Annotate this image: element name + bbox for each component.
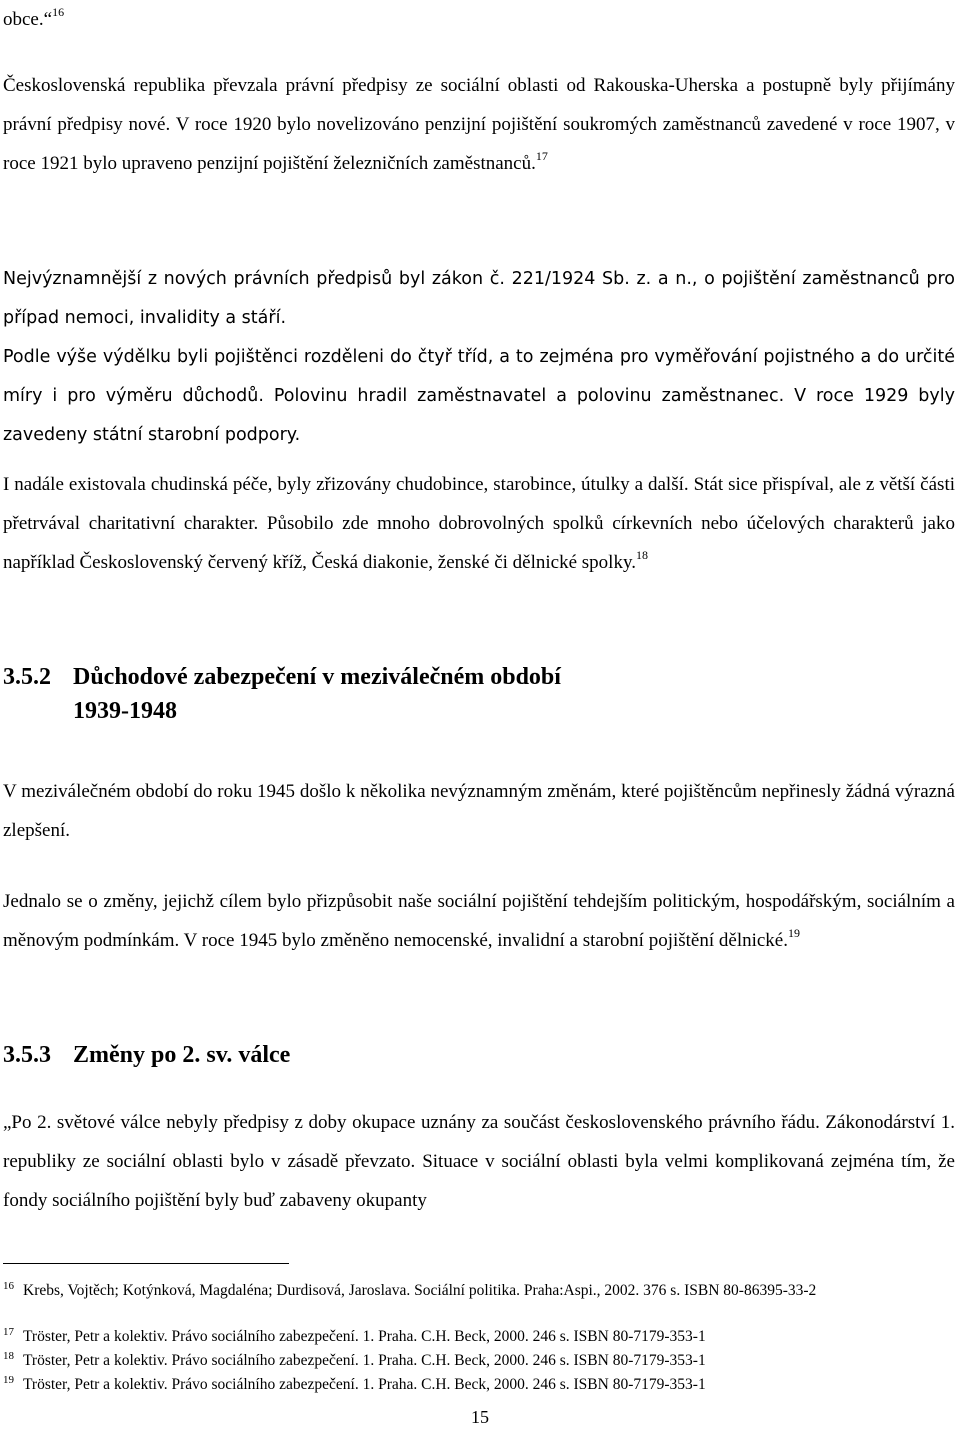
footnote-text: Tröster, Petr a kolektiv. Právo sociálního zabezpečení. 1. Praha. C.H. Beck, 2000. 246 s. ISBN 80-7179-353-1	[23, 1352, 706, 1369]
footnote-text: Tröster, Petr a kolektiv. Právo sociálního zabezpečení. 1. Praha. C.H. Beck, 2000. 246 s. ISBN 80-7179-353-1	[23, 1328, 706, 1345]
continuation-text: obce.“	[3, 9, 53, 30]
heading-title-years: 1939-1948	[73, 698, 177, 724]
paragraph-text: Československá republika převzala právní předpisy ze sociální oblasti od Rakouska-Uherska a postupně byly přijímány právní předpisy nové. V roce 1920 bylo novelizováno penzijní pojištění soukromých zaměstnanců zavedené v roce 1907, v roce 1921 bylo upraveno penzijní pojištění železničních zaměstnanců.	[3, 75, 955, 174]
footnote-18	[3, 1346, 943, 1371]
paragraph-post-war	[3, 1103, 955, 1220]
footnote-ref-19: 19	[788, 926, 800, 940]
footnote-ref-16: 16	[52, 5, 65, 19]
footnote-number: 16	[3, 1280, 14, 1292]
paragraph-text: I nadále existovala chudinská péče, byly zřizovány chudobince, starobince, útulky a další. Stát sice přispíval, ale z větší části přetrvával charitativní charakter. Působilo zde mnoho dobrovolných spolků církevních nebo účelových charakterů jako například Československý červený kříž, Česká diakonie, ženské či dělnické spolky.	[3, 474, 955, 573]
heading-number: 3.5.3	[3, 1042, 51, 1068]
paragraph-republic-law	[3, 66, 955, 183]
paragraph-insurance-classes	[3, 338, 955, 455]
paragraph-changes	[3, 882, 955, 960]
footnote-16	[3, 1276, 943, 1301]
footnote-17	[3, 1322, 943, 1347]
heading-title: Důchodové zabezpečení v meziválečném období	[73, 664, 561, 690]
footnote-text: Tröster, Petr a kolektiv. Právo sociálního zabezpečení. 1. Praha. C.H. Beck, 2000. 246 s. ISBN 80-7179-353-1	[23, 1376, 706, 1393]
footnote-ref-18: 18	[635, 548, 648, 562]
footnote-text: Krebs, Vojtěch; Kotýnková, Magdaléna; Durdisová, Jaroslava. Sociální politika. Praha:Aspi., 2002. 376 s. ISBN 80-86395-33-2	[23, 1282, 817, 1299]
page-number: 15	[471, 1407, 489, 1427]
paragraph-text: V meziválečném období do roku 1945 došlo k několika nevýznamným změnám, které pojištěncům nepřinesly žádná výrazná zlepšení.	[3, 781, 955, 841]
footnote-number: 17	[3, 1326, 14, 1338]
heading-number: 3.5.2	[3, 664, 51, 690]
footnote-ref-17: 17	[535, 149, 548, 163]
section-heading-3-5-2	[3, 660, 561, 728]
paragraph-interwar	[3, 772, 955, 850]
paragraph-text: Nejvýznamnější z nových právních předpisů byl zákon č. 221/1924 Sb. z. a n., o pojištění zaměstnanců pro případ nemoci, invalidity a stáří.	[3, 269, 955, 328]
section-heading-3-5-3	[3, 1038, 290, 1072]
paragraph-poor-relief	[3, 465, 955, 582]
footnote-number: 18	[3, 1350, 14, 1362]
heading-title: Změny po 2. sv. válce	[73, 1042, 291, 1068]
footnote-separator	[3, 1263, 289, 1264]
continuation-line	[3, 0, 955, 39]
paragraph-text: „Po 2. světové válce nebyly předpisy z doby okupace uznány za součást československého právního řádu. Zákonodárství 1. republiky ze sociální oblasti bylo v zásadě převzato. Situace v sociální oblasti byla velmi komplikovaná zejména tím, že fondy sociálního pojištění byly buď zabaveny okupanty	[3, 1112, 955, 1211]
footnote-19	[3, 1370, 943, 1395]
paragraph-text: Podle výše výdělku byli pojištěnci rozděleni do čtyř tříd, a to zejména pro vyměřování pojistného a do určité míry i pro výměru důchodů. Polovinu hradil zaměstnavatel a polovinu zaměstnanec. V roce 1929 byly zavedeny státní starobní podpory.	[3, 347, 955, 445]
footnote-number: 19	[3, 1374, 14, 1386]
paragraph-text: Jednalo se o změny, jejichž cílem bylo přizpůsobit naše sociální pojištění tehdejším politickým, hospodářským, sociálním a měnovým podmínkám. V roce 1945 bylo změněno nemocenské, invalidní a starobní pojištění dělnické.	[3, 891, 955, 951]
paragraph-law-1924	[3, 260, 955, 338]
